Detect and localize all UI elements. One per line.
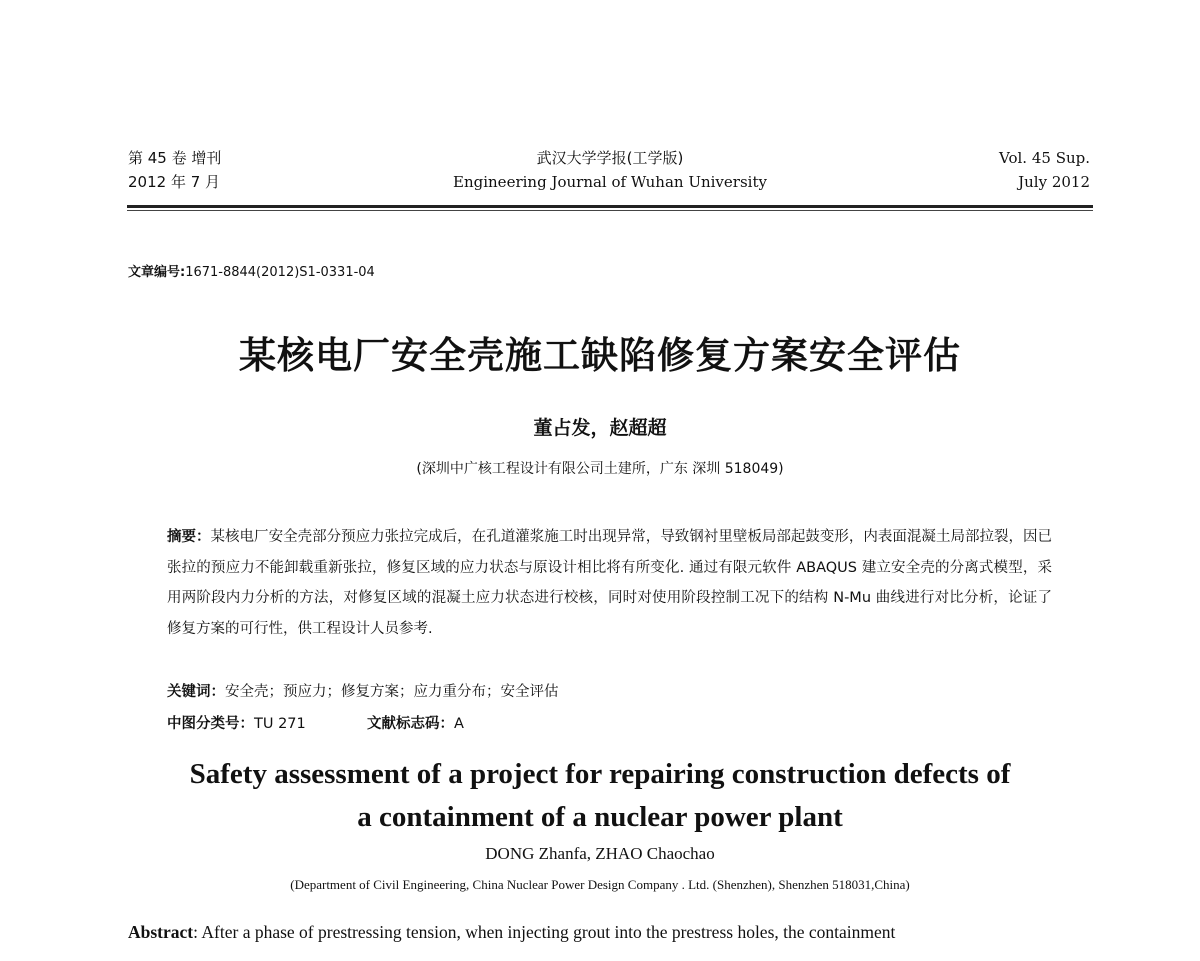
article-number-value: 1671-8844(2012)S1-0331-04: [185, 265, 375, 280]
title-cn: 某核电厂安全壳施工缺陷修复方案安全评估: [239, 334, 961, 377]
classification: [167, 712, 464, 733]
authors-cn: 董占发，赵超超: [533, 417, 667, 439]
journal-name-en: Engineering Journal of Wuhan University: [453, 173, 767, 191]
title-en-line1: Safety assessment of a project for repairing construction defects of: [189, 758, 1011, 790]
affiliation-en: (Department of Civil Engineering, China Nuclear Power Design Company . Ltd. (Shenzhen), Shenzhen 518031,China): [290, 877, 910, 892]
authors-en: DONG Zhanfa, ZHAO Chaochao: [485, 844, 715, 863]
title-en-line2: a containment of a nuclear power plant: [357, 801, 843, 833]
header-rule-thin: [127, 210, 1093, 211]
keywords-label: 关键词：: [167, 684, 225, 700]
abstract-en-text: : After a phase of prestressing tension, when injecting grout into the prestress holes, the containment: [193, 922, 896, 942]
abstract-cn: [167, 522, 1052, 644]
abstract-cn-text: 某核电厂安全壳部分预应力张拉完成后，在孔道灌浆施工时出现异常，导致钢衬里壁板局部起鼓变形，内表面混凝土局部拉裂，因已张拉的预应力不能卸载重新张拉，修复区域的应力状态与原设计相比将有所变化. 通过有限元软件 ABAQUS 建立安全壳的分离式模型，采用两阶段内力分析的方法，对修复区域的混凝土应力状态进行校核，同时对使用阶段控制工况下的结构 N-Mu 曲线进行对比分析，论证了修复方案的可行性，供工程设计人员参考.: [167, 529, 1053, 637]
clc-label: 中图分类号：: [167, 716, 254, 732]
keywords-value: 安全壳；预应力；修复方案；应力重分布；安全评估: [225, 684, 559, 700]
issue-date-cn: 2012 年 7 月: [128, 173, 221, 191]
journal-name: [400, 146, 820, 194]
volume-en: Vol. 45 Sup.: [999, 149, 1090, 167]
header-rule: [127, 205, 1093, 208]
affiliation-cn: (深圳中广核工程设计有限公司土建所，广东 深圳 518049): [416, 461, 784, 477]
volume-issue: 第 45 卷 增刊: [128, 149, 222, 167]
keywords-cn: [167, 680, 559, 701]
article-number: [128, 261, 375, 280]
issue-date-en: July 2012: [1018, 173, 1090, 191]
journal-issue-cn: [128, 146, 221, 194]
article-number-label: 文章编号:: [128, 265, 186, 280]
abstract-en: [128, 922, 895, 943]
abstract-en-label: Abstract: [128, 922, 194, 942]
abstract-cn-label: 摘要：: [167, 529, 211, 545]
journal-name-cn: 武汉大学学报(工学版): [536, 149, 684, 167]
clc-value: TU 271: [254, 716, 306, 732]
doc-code-value: A: [453, 716, 464, 732]
doc-code-label: 文献标志码：: [366, 716, 454, 732]
journal-volume-en: [999, 146, 1090, 194]
